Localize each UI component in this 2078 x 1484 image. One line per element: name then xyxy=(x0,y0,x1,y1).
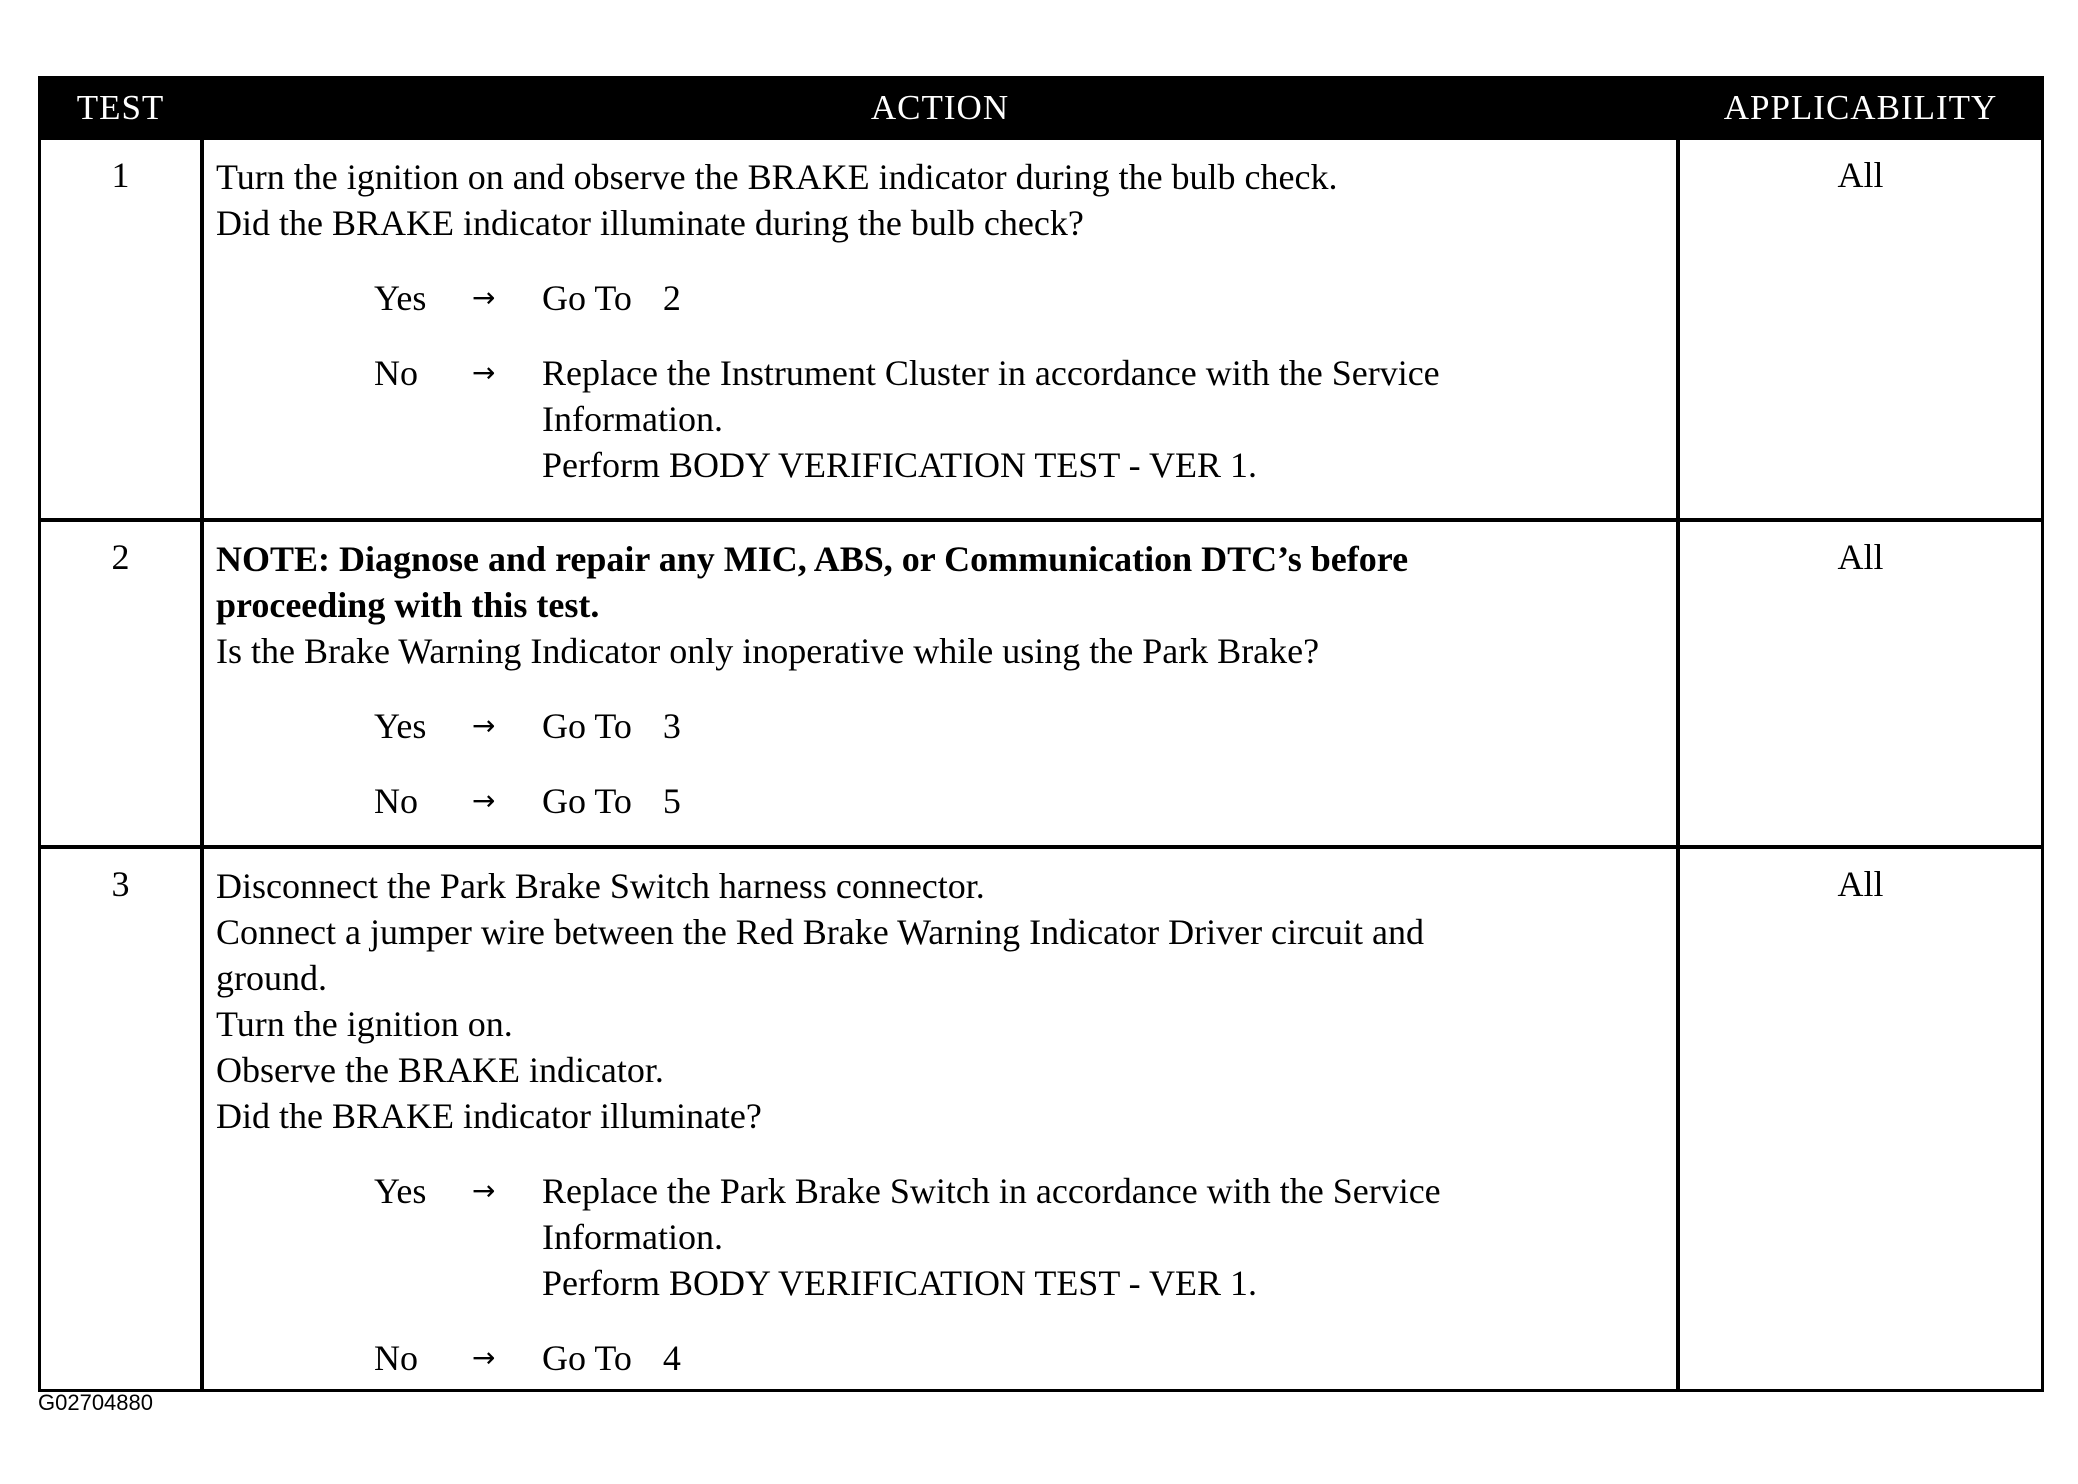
table-row xyxy=(41,136,2041,518)
goto-word: Go To xyxy=(542,781,632,821)
answer-label: Yes xyxy=(374,706,427,746)
note-line: proceeding with this test. xyxy=(216,585,600,625)
action-line: Connect a jumper wire between the Red Brake Warning Indicator Driver circuit and xyxy=(216,912,1424,952)
answer-label: No xyxy=(374,1338,418,1378)
figure-id: G02704880 xyxy=(38,1390,153,1415)
outcome-line: Perform BODY VERIFICATION TEST - VER 1. xyxy=(542,1263,1258,1303)
goto-word: Go To xyxy=(542,706,632,746)
action-line: Disconnect the Park Brake Switch harness connector. xyxy=(216,866,985,906)
goto-number: 5 xyxy=(662,781,681,821)
outcome-text xyxy=(542,1168,1666,1306)
action-line: Is the Brake Warning Indicator only inoperative while using the Park Brake? xyxy=(216,631,1320,671)
goto-outcome xyxy=(542,1335,1666,1381)
answer-label: No xyxy=(374,353,418,393)
test-number: 3 xyxy=(111,864,130,904)
goto-word: Go To xyxy=(542,1338,632,1378)
result-yes xyxy=(216,1168,1666,1306)
applicability-cell: All xyxy=(1837,864,1884,904)
header-action: ACTION xyxy=(870,87,1010,127)
action-cell xyxy=(200,522,1680,845)
arrow-icon: → xyxy=(472,356,496,389)
goto-number: 4 xyxy=(662,1338,681,1378)
action-cell xyxy=(200,140,1680,518)
arrow-icon: → xyxy=(472,784,496,817)
outcome-text xyxy=(542,350,1666,488)
outcome-line: Information. xyxy=(542,1217,723,1257)
answer-label: Yes xyxy=(374,278,427,318)
table-row xyxy=(41,845,2041,1389)
action-line: Did the BRAKE indicator illuminate during the bulb check? xyxy=(216,203,1084,243)
outcome-line: Information. xyxy=(542,399,723,439)
diagnostic-test-table xyxy=(38,76,2044,1392)
action-line: Turn the ignition on and observe the BRAKE indicator during the bulb check. xyxy=(216,157,1338,197)
test-number: 1 xyxy=(111,155,130,195)
answer-label: No xyxy=(374,781,418,821)
outcome-line: Replace the Instrument Cluster in accordance with the Service xyxy=(542,353,1440,393)
result-no xyxy=(216,778,1666,824)
applicability-cell: All xyxy=(1837,155,1884,195)
action-line: ground. xyxy=(216,958,327,998)
test-number: 2 xyxy=(111,537,130,577)
header-test: TEST xyxy=(76,87,165,127)
result-yes xyxy=(216,275,1666,321)
answer-label: Yes xyxy=(374,1171,427,1211)
table-header xyxy=(41,79,2041,136)
result-yes xyxy=(216,703,1666,749)
goto-number: 3 xyxy=(662,706,681,746)
table-row xyxy=(41,518,2041,845)
action-line: Turn the ignition on. xyxy=(216,1004,513,1044)
arrow-icon: → xyxy=(472,281,496,314)
outcome-line: Replace the Park Brake Switch in accordance with the Service xyxy=(542,1171,1441,1211)
header-applicability: APPLICABILITY xyxy=(1723,87,1998,127)
action-cell xyxy=(200,849,1680,1389)
goto-outcome xyxy=(542,778,1666,824)
outcome-line: Perform BODY VERIFICATION TEST - VER 1. xyxy=(542,445,1258,485)
result-no xyxy=(216,350,1666,488)
action-line: Did the BRAKE indicator illuminate? xyxy=(216,1096,762,1136)
goto-number: 2 xyxy=(662,278,681,318)
goto-word: Go To xyxy=(542,278,632,318)
result-no xyxy=(216,1335,1666,1381)
goto-outcome xyxy=(542,703,1666,749)
goto-outcome xyxy=(542,275,1666,321)
note-line: NOTE: Diagnose and repair any MIC, ABS, or Communication DTC’s before xyxy=(216,539,1409,579)
arrow-icon: → xyxy=(472,709,496,742)
arrow-icon: → xyxy=(472,1174,496,1207)
action-line: Observe the BRAKE indicator. xyxy=(216,1050,664,1090)
applicability-cell: All xyxy=(1837,537,1884,577)
arrow-icon: → xyxy=(472,1341,496,1374)
